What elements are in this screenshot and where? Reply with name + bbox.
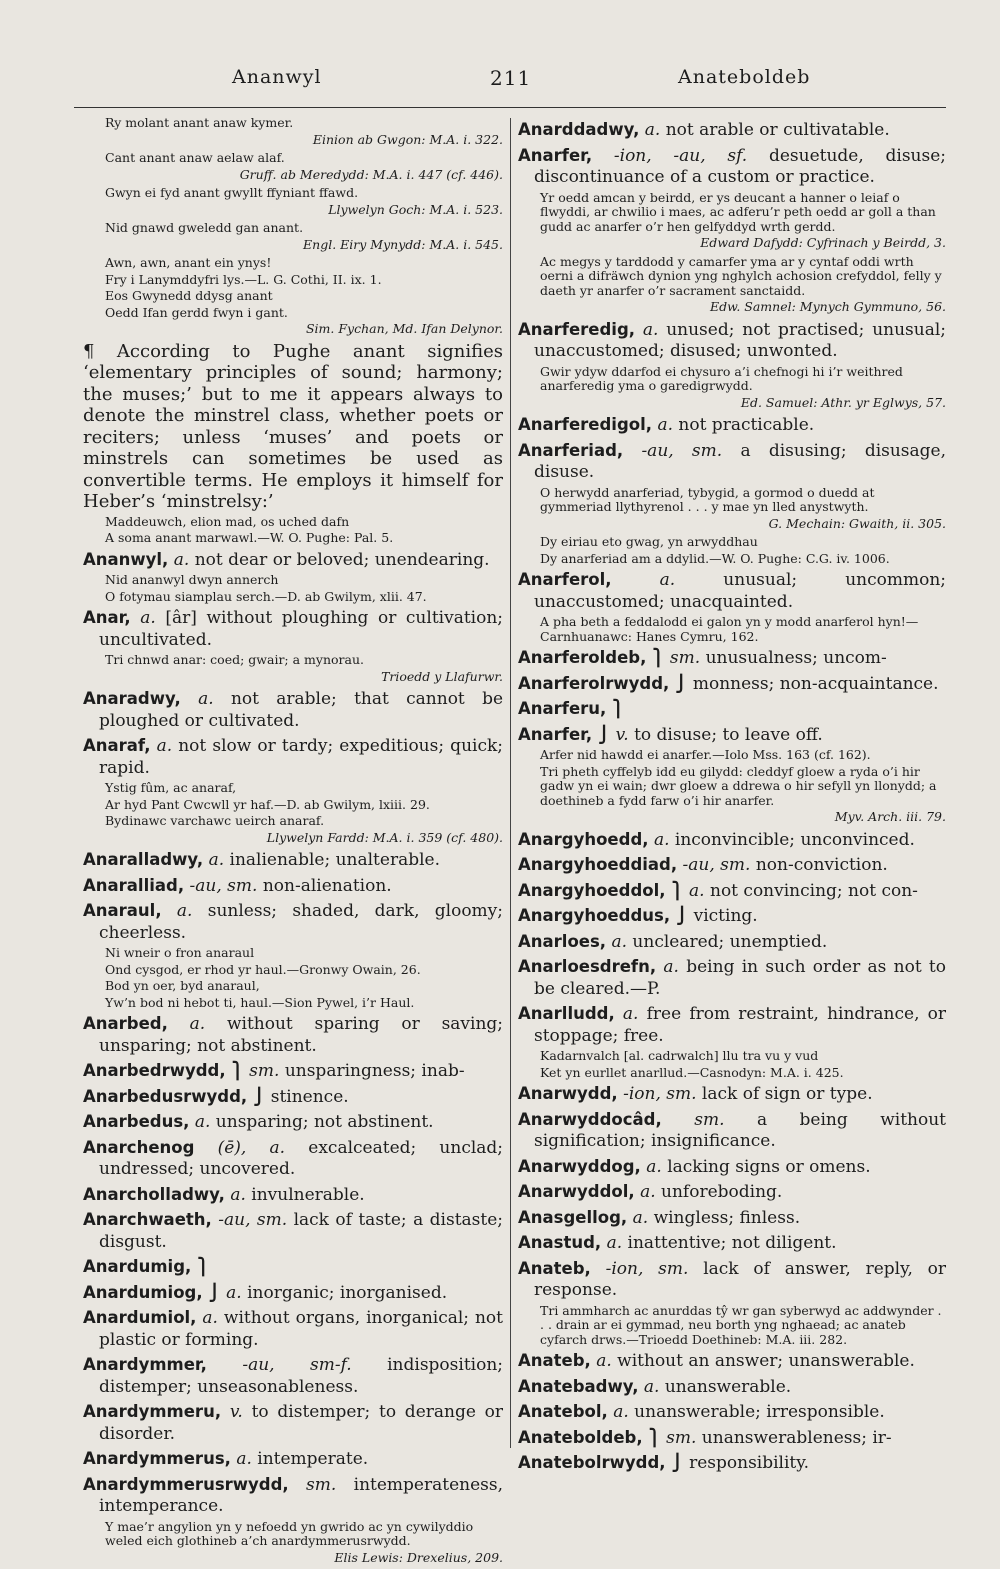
headword: Anateboldeb, ⎫ xyxy=(518,1427,661,1447)
dictionary-entry xyxy=(518,1003,946,1047)
definition: intemperate. xyxy=(257,1449,369,1469)
citation-source: Engl. Eiry Mynydd: M.A. i. 545. xyxy=(303,236,503,252)
definition: lack of sign or type. xyxy=(701,1084,873,1104)
citation-source: Gruff. ab Meredydd: M.A. i. 447 (cf. 446). xyxy=(239,166,503,182)
definition: inattentive; not diligent. xyxy=(627,1233,837,1253)
definition: not arable; that cannot be ploughed or cultivated. xyxy=(99,689,504,731)
dictionary-entry xyxy=(518,647,946,670)
citation-line: Bydinawc varchawc ueirch anaraf. xyxy=(105,813,325,828)
definition: invulnerable. xyxy=(251,1184,365,1205)
part-of-speech: a. xyxy=(644,120,661,140)
part-of-speech: a. xyxy=(657,415,673,435)
part-of-speech: -au, sm. xyxy=(641,440,723,461)
dictionary-entry xyxy=(518,1181,946,1204)
definition: sunless; shaded, dark, gloomy; cheerless. xyxy=(99,901,504,943)
part-of-speech: sm. xyxy=(669,648,701,668)
headword: Anarddadwy, xyxy=(518,120,640,139)
definition: unsparingness; inab- xyxy=(284,1061,465,1081)
headword: Anargyhoedd, xyxy=(518,829,649,849)
definition: unsparing; not abstinent. xyxy=(215,1112,434,1132)
definition: not convincing; not con- xyxy=(710,880,918,901)
dictionary-entry xyxy=(83,1448,503,1471)
definition: unanswerableness; ir- xyxy=(701,1427,892,1448)
definition: free from restraint, hindrance, or stoppage; free. xyxy=(534,1004,947,1046)
citation-line: Cant anant anaw aelaw alaf. xyxy=(105,150,285,165)
headword: Anatebol, xyxy=(518,1402,608,1421)
headword: Anatebolrwydd, ⎭ xyxy=(518,1453,684,1472)
definition: not slow or tardy; expeditious; quick; rapid. xyxy=(99,736,503,778)
definition: inconvincible; unconvinced. xyxy=(674,829,915,850)
dictionary-entry xyxy=(518,414,946,437)
citation-line: Yw’n bod ni hebot ti, haul.—Sion Pywel, i’r Haul. xyxy=(105,994,415,1010)
part-of-speech: a. xyxy=(643,1376,660,1397)
definition: a disusing; disusage, disuse. xyxy=(534,440,947,482)
definition: unanswerable. xyxy=(664,1376,792,1397)
part-of-speech: a. xyxy=(689,880,705,901)
part-of-speech: a. xyxy=(642,319,659,340)
headword: Anatebadwy, xyxy=(518,1376,639,1396)
column-divider xyxy=(510,118,511,1448)
part-of-speech: a. xyxy=(622,1004,639,1024)
citation-line: Tri chnwd anar: coed; gwair; a mynorau. xyxy=(105,652,364,667)
definition: without sparing or saving; unsparing; not abstinent. xyxy=(99,1014,504,1056)
dictionary-entry xyxy=(83,549,503,572)
part-of-speech: sm. xyxy=(666,1427,697,1448)
headword: Anarwyddocâd, xyxy=(518,1109,662,1129)
headword: Anarferol, xyxy=(518,570,612,589)
part-of-speech: -ion, -au, sf. xyxy=(613,145,748,166)
citation-line: Bod yn oer, byd anaraul, xyxy=(105,978,260,993)
dictionary-entry xyxy=(518,931,946,954)
dictionary-entry xyxy=(83,1013,503,1057)
headword: Ananwyl, xyxy=(83,549,169,569)
definition: without organs, inorganical; not plastic or forming. xyxy=(99,1308,503,1350)
dictionary-entry xyxy=(518,1376,946,1399)
definition: responsibility. xyxy=(689,1453,810,1473)
dictionary-entry xyxy=(83,1474,503,1518)
dictionary-entry xyxy=(518,1232,946,1255)
definition: uncleared; unemptied. xyxy=(632,931,828,952)
part-of-speech: -au, sm. xyxy=(189,875,258,896)
citation-line: Kadarnvalch [al. cadrwalch] llu tra vu y vud xyxy=(540,1048,819,1063)
citation-source: Llywelyn Goch: M.A. i. 523. xyxy=(328,201,503,217)
headword: Anarbedus, xyxy=(83,1112,190,1131)
headword: Anarchwaeth, xyxy=(83,1210,212,1229)
definition: lack of answer, reply, or response. xyxy=(534,1258,947,1300)
definition: monness; non-acquaintance. xyxy=(692,673,939,694)
part-of-speech: a. xyxy=(173,549,190,570)
citation-line: Maddeuwch, elion mad, os uched dafn xyxy=(105,513,350,529)
dictionary-entry xyxy=(518,829,946,852)
part-of-speech: a. xyxy=(226,1282,242,1303)
header-right-word: Anateboldeb xyxy=(678,66,811,88)
part-of-speech: (ē), a. xyxy=(217,1137,286,1158)
headword: Anarloesdrefn, xyxy=(518,957,657,976)
dictionary-entry xyxy=(518,145,946,189)
headword: Anardymmer, xyxy=(83,1355,207,1374)
dictionary-entry xyxy=(83,1401,503,1445)
definition: inorganic; inorganised. xyxy=(247,1282,448,1303)
definition: unusual; uncommon; unaccustomed; unacquainted. xyxy=(534,570,947,612)
part-of-speech: a. xyxy=(611,931,628,952)
definition: wingless; finless. xyxy=(653,1207,801,1228)
citation-line: Gwir ydyw ddarfod ei chysuro a’i chefnogi hi i’r weithred anarferedig yma o garedigrwydd. xyxy=(540,363,903,393)
part-of-speech: a. xyxy=(640,1182,656,1202)
definition: victing. xyxy=(693,906,758,926)
citation-line: Gwyn ei fyd anant gwyllt ffyniant ffawd. xyxy=(105,185,359,200)
part-of-speech: a. xyxy=(613,1402,629,1422)
dictionary-entry xyxy=(83,1184,503,1207)
dictionary-entry xyxy=(83,1111,503,1134)
headword: Anastud, xyxy=(518,1233,602,1252)
dictionary-entry xyxy=(83,875,503,898)
headword: Anarferoldeb, ⎫ xyxy=(518,648,665,667)
definition: to disuse; to leave off. xyxy=(634,724,823,745)
citation-line: O fotymau siamplau serch.—D. ab Gwilym, xlii. 47. xyxy=(105,588,427,604)
running-header xyxy=(0,66,1000,96)
dictionary-entry xyxy=(83,688,503,732)
citation-line: Ar hyd Pant Cwcwll yr haf.—D. ab Gwilym, lxiii. 29. xyxy=(105,796,430,812)
headword: Anarcholladwy, xyxy=(83,1184,225,1204)
part-of-speech: a. xyxy=(176,901,193,921)
part-of-speech: -au, sm-f. xyxy=(242,1355,352,1375)
citation-source: Myv. Arch. iii. 79. xyxy=(834,809,946,824)
part-of-speech: a. xyxy=(646,1156,662,1177)
definition: without an answer; unanswerable. xyxy=(617,1351,915,1371)
headword: Anarloes, xyxy=(518,931,607,951)
part-of-speech: a. xyxy=(194,1112,211,1132)
part-of-speech: a. xyxy=(653,829,670,850)
dictionary-entry xyxy=(518,905,946,928)
definition: inalienable; unalterable. xyxy=(229,850,440,870)
citation-source: Elis Lewis: Drexelius, 209. xyxy=(334,1549,503,1565)
definition: stinence. xyxy=(270,1086,349,1107)
dictionary-entry xyxy=(518,698,946,721)
part-of-speech: a. xyxy=(236,1449,252,1469)
dictionary-entry xyxy=(518,956,946,1000)
part-of-speech: a. xyxy=(189,1014,206,1034)
part-of-speech: a. xyxy=(659,570,676,590)
citation-line: Nid gnawd gweledd gan anant. xyxy=(105,220,304,235)
headword: Anargyhoeddol, ⎫ xyxy=(518,880,684,900)
part-of-speech: a. xyxy=(606,1233,623,1253)
citation-line: O herwydd anarferiad, tybygid, a gormod o duedd at gymmeriad llythyrenol . . . y mae yn lled anystwyth. xyxy=(540,484,875,514)
headword: Anarferedig, xyxy=(518,319,636,339)
citation-line: Tri pheth cyffelyb idd eu gilydd: cleddyf gloew a ryda o’i hir gadw yn ei wain; dwr gloew a ddrewa o hir sefyll yn llonydd; a doethineb a fydd farw o’i hir anarfer. xyxy=(540,763,937,808)
citation-source: Edw. Samnel: Mynych Gymmuno, 56. xyxy=(710,299,946,314)
citation-source: G. Mechain: Gwaith, ii. 305. xyxy=(768,515,946,531)
headword: Anasgellog, xyxy=(518,1207,628,1227)
dictionary-entry xyxy=(83,1137,503,1181)
headword: Anarlludd, xyxy=(518,1004,615,1023)
part-of-speech: a. xyxy=(198,689,214,709)
part-of-speech: a. xyxy=(140,608,156,628)
citation-line: Eos Gwynedd ddysg anant xyxy=(105,288,273,303)
dictionary-entry xyxy=(518,1452,946,1475)
dictionary-entry xyxy=(518,1401,946,1424)
part-of-speech: sm. xyxy=(306,1474,337,1495)
citation-line: Tri ammharch ac anurddas tŷ wr gan syberwyd ac addwynder . . . drain ar ei gymmad, neu borth yng nghaead; ac anateb cyfarch drws.—Trioedd Doethineb: M.A. iii. 282. xyxy=(540,1302,942,1347)
headword: Anarferu, ⎫ xyxy=(518,699,625,718)
dictionary-entry xyxy=(83,1354,503,1398)
headword: Anarbedrwydd, ⎫ xyxy=(83,1061,244,1080)
dictionary-entry xyxy=(518,1258,946,1302)
dictionary-entry xyxy=(83,1256,503,1279)
headword: Anarfer, ⎭ xyxy=(518,724,611,744)
definition: unusualness; uncom- xyxy=(705,648,887,668)
citation-source: Llywelyn Fardd: M.A. i. 359 (cf. 480). xyxy=(266,829,503,845)
headword: Anardumiol, xyxy=(83,1308,197,1327)
part-of-speech: sm. xyxy=(249,1061,280,1081)
definition: lacking signs or omens. xyxy=(667,1156,871,1177)
part-of-speech: -ion, sm. xyxy=(605,1258,689,1279)
part-of-speech: v. xyxy=(615,724,629,745)
definition: indisposition; distemper; unseasonableness. xyxy=(99,1355,503,1397)
dictionary-entry xyxy=(83,900,503,944)
dictionary-entry xyxy=(518,119,946,142)
headword: Anarferiad, xyxy=(518,440,624,460)
definition: unforeboding. xyxy=(661,1182,783,1202)
citation-line: Ni wneir o fron anaraul xyxy=(105,945,255,960)
definition: not dear or beloved; unendearing. xyxy=(194,549,490,570)
dictionary-entry xyxy=(83,1209,503,1253)
dictionary-entry xyxy=(518,319,946,363)
headword: Anaradwy, xyxy=(83,689,181,708)
headword: Anateb, xyxy=(518,1258,591,1278)
headword: Anardymmerus, xyxy=(83,1449,231,1468)
headword: Anateb, xyxy=(518,1351,591,1370)
citation-source: Ed. Samuel: Athr. yr Eglwys, 57. xyxy=(740,394,946,410)
citation-line: A pha beth a feddalodd ei galon yn y modd anarferol hyn!—Carnhuanawc: Hanes Cymru, 162. xyxy=(540,614,919,644)
dictionary-entry xyxy=(518,880,946,903)
dictionary-entry xyxy=(518,1207,946,1230)
citation-line: Ket yn eurllet anarllud.—Casnodyn: M.A. i. 425. xyxy=(540,1064,844,1080)
dictionary-entry xyxy=(518,854,946,877)
definition: excalceated; unclad; undressed; uncovered. xyxy=(99,1137,504,1179)
headword: Anarfer, xyxy=(518,145,593,165)
citation-line: Dy anarferiad am a ddylid.—W. O. Pughe: C.G. iv. 1006. xyxy=(540,550,890,566)
part-of-speech: -au, sm. xyxy=(682,855,751,875)
citation-line: Dy eiriau eto gwag, yn arwyddhau xyxy=(540,534,758,549)
part-of-speech: a. xyxy=(663,957,679,977)
dictionary-entry xyxy=(83,607,503,651)
dictionary-entry xyxy=(518,1109,946,1153)
dictionary-entry xyxy=(518,440,946,484)
citation-source: Trioedd y Llafurwr. xyxy=(381,668,503,684)
definition: non-conviction. xyxy=(755,855,888,875)
dictionary-entry xyxy=(518,724,946,747)
dictionary-entry xyxy=(83,735,503,779)
headword: Anaraf, xyxy=(83,736,151,755)
dictionary-entry xyxy=(518,1427,946,1450)
headword: Anardymmerusrwydd, xyxy=(83,1474,289,1494)
headword: Anarwyddol, xyxy=(518,1182,635,1201)
headword: Anargyhoeddiad, xyxy=(518,855,678,874)
citation-source: Sim. Fychan, Md. Ifan Delynor. xyxy=(305,321,503,336)
part-of-speech: a. xyxy=(632,1207,649,1228)
definition: [âr] without ploughing or cultivation; uncultivated. xyxy=(99,608,504,650)
left-column xyxy=(83,116,503,1569)
citation-source: Einion ab Gwgon: M.A. i. 322. xyxy=(312,131,503,147)
citation-line: Ond cysgod, er rhod yr haul.—Gronwy Owain, 26. xyxy=(105,961,421,977)
citation-line: Nid ananwyl dwyn annerch xyxy=(105,572,279,587)
citation-source: Edward Dafydd: Cyfrinach y Beirdd, 3. xyxy=(700,235,946,250)
page-number: 211 xyxy=(490,66,532,90)
dictionary-entry xyxy=(83,1307,503,1351)
part-of-speech: -au, sm. xyxy=(218,1210,288,1230)
header-left-word: Ananwyl xyxy=(232,66,322,88)
citation-line: Y mae’r angylion yn y nefoedd yn gwrido ac yn cywilyddio weled eich glothineb a’ch anardymmerusrwydd. xyxy=(105,1518,474,1548)
headword: Anarferolrwydd, ⎭ xyxy=(518,673,688,693)
definition: unused; not practised; unusual; unaccustomed; disused; unwonted. xyxy=(534,319,947,361)
definition: desuetude, disuse; discontinuance of a custom or practice. xyxy=(534,145,947,187)
citation-line: A soma anant marwawl.—W. O. Pughe: Pal. 5. xyxy=(105,530,394,545)
headword: Anarwydd, xyxy=(518,1084,618,1103)
headword: Anarbedusrwydd, ⎭ xyxy=(83,1086,266,1106)
part-of-speech: a. xyxy=(596,1351,612,1371)
definition: a being without signification; insignificance. xyxy=(534,1109,946,1151)
citation-line: Ac megys y tarddodd y camarfer yma ar y cyntaf oddi wrth oerni a difräwch dynion yng nghylch achosion crefyddol, felly y daeth yr anarfer o’r sacrament sanctaidd. xyxy=(540,253,942,298)
headword: Anardumiog, ⎭ xyxy=(83,1282,221,1302)
right-column xyxy=(518,116,946,1477)
definition: unanswerable; irresponsible. xyxy=(634,1402,885,1422)
headword: Anaralladwy, xyxy=(83,850,204,869)
dictionary-entry xyxy=(83,1060,503,1083)
dictionary-entry xyxy=(518,1083,946,1106)
dictionary-entry xyxy=(83,1282,503,1305)
header-rule xyxy=(74,107,946,108)
dictionary-entry xyxy=(83,849,503,872)
definition: non-alienation. xyxy=(262,875,392,896)
citation-line: Awn, awn, anant ein ynys! xyxy=(105,255,272,270)
citation-line: Ry molant anant anaw kymer. xyxy=(105,115,294,130)
definition: intemperateness, intemperance. xyxy=(99,1474,503,1516)
definition: lack of taste; a distaste; disgust. xyxy=(99,1210,504,1252)
headword: Anarferedigol, xyxy=(518,415,653,434)
headword: Anargyhoeddus, ⎭ xyxy=(518,906,689,925)
part-of-speech: a. xyxy=(230,1184,246,1205)
citation-line: Fry i Lanymddyfri lys.—L. G. Cothi, II. ix. 1. xyxy=(105,271,382,287)
part-of-speech: v. xyxy=(229,1402,243,1422)
definition: not practicable. xyxy=(678,415,815,435)
headword: Anaralliad, xyxy=(83,875,185,895)
definition: to distemper; to derange or disorder. xyxy=(99,1402,504,1444)
headword: Anarchenog xyxy=(83,1137,195,1157)
citation-line: Ystig fûm, ac anaraf, xyxy=(105,780,237,795)
citation-line: Arfer nid hawdd ei anarfer.—Iolo Mss. 163 (cf. 162). xyxy=(540,747,871,762)
citation-line: Yr oedd amcan y beirdd, er ys deucant a hanner o leiaf o flwyddi, ar chwilio i maes, ac adferu’r peth oedd ar goll a than gudd ac anarfer o’r hen gelfyddyd wrth gerdd. xyxy=(540,189,936,234)
definition: being in such order as not to be cleared.—P. xyxy=(534,957,946,999)
commentary-paragraph: ¶ According to Pughe anant signifies ‘elementary principles of sound; harmony; the muses;’ but to me it appears always to denote the minstrel class, whether poets or reciters; unless ‘muses’ and poets or minstrels can sometimes be used as convertible terms. He employs it himself for Heber’s ‘minstrelsy:’ xyxy=(83,340,503,512)
headword: Anardumig, ⎫ xyxy=(83,1257,210,1276)
headword: Anardymmeru, xyxy=(83,1402,222,1421)
dictionary-entry xyxy=(518,1350,946,1373)
dictionary-entry xyxy=(83,1086,503,1109)
headword: Anarbed, xyxy=(83,1014,168,1033)
headword: Anar, xyxy=(83,608,131,627)
dictionary-entry xyxy=(518,673,946,696)
part-of-speech: a. xyxy=(202,1308,218,1328)
citation-line: Oedd Ifan gerdd fwyn i gant. xyxy=(105,304,288,320)
headword: Anarwyddog, xyxy=(518,1156,641,1176)
part-of-speech: sm. xyxy=(694,1109,725,1130)
part-of-speech: a. xyxy=(156,736,173,756)
dictionary-entry xyxy=(518,569,946,613)
part-of-speech: a. xyxy=(208,850,225,870)
part-of-speech: -ion, sm. xyxy=(623,1084,697,1104)
dictionary-entry xyxy=(518,1156,946,1179)
headword: Anaraul, xyxy=(83,901,162,920)
definition: not arable or cultivatable. xyxy=(665,120,890,140)
